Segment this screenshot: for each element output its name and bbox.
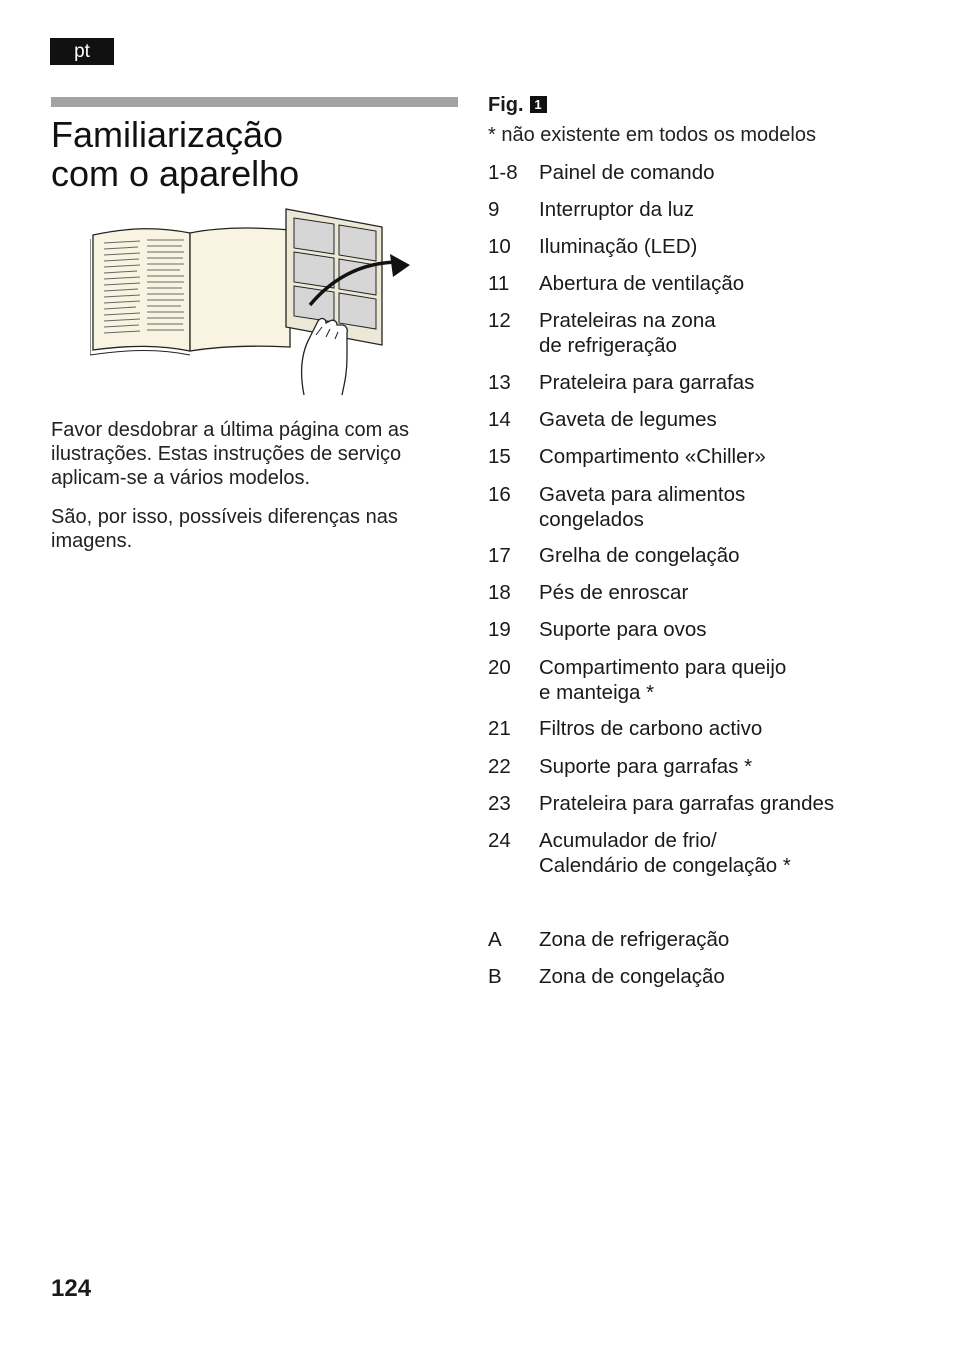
section-divider <box>51 97 458 107</box>
legend-item-label: Gaveta para alimentos congelados <box>539 483 746 531</box>
legend-item-number: 11 <box>488 272 510 295</box>
legend-item-label: Gaveta de legumes <box>539 408 717 431</box>
legend-item-number: 22 <box>488 755 511 778</box>
legend-item-number: 1-8 <box>488 161 518 184</box>
legend-item-label: Iluminação (LED) <box>539 235 698 258</box>
legend-item-label: Filtros de carbono activo <box>539 717 763 740</box>
legend-item-number: 18 <box>488 581 511 604</box>
legend-item-label: Suporte para garrafas * <box>539 755 753 778</box>
legend-item-number: 23 <box>488 792 511 815</box>
legend-item-label: Abertura de ventilação <box>539 272 745 295</box>
legend-item-number: 17 <box>488 544 511 567</box>
legend-item-label: Suporte para ovos <box>539 618 707 641</box>
legend-item-number: 12 <box>488 309 511 332</box>
legend-item-number: 24 <box>488 829 511 852</box>
legend-item-number: 16 <box>488 483 511 506</box>
legend-item-label: Pés de enroscar <box>539 581 689 604</box>
figure-reference <box>488 94 547 117</box>
legend-item-number: 19 <box>488 618 511 641</box>
legend-item-number: 21 <box>488 717 511 740</box>
legend-item-number: 10 <box>488 235 511 258</box>
legend-item-number: B <box>488 965 502 988</box>
legend-item-label: Interruptor da luz <box>539 198 694 221</box>
page-title <box>51 115 451 193</box>
legend-item-number: 15 <box>488 445 511 468</box>
intro-text <box>51 418 451 568</box>
language-tab: pt <box>50 38 114 65</box>
legend-item-label: Acumulador de frio/ Calendário de congelação * <box>539 829 791 877</box>
legend-item-number: 13 <box>488 371 511 394</box>
legend-item-label: Grelha de congelação <box>539 544 740 567</box>
legend-item-label: Zona de refrigeração <box>539 928 730 951</box>
page-title-line: Familiarização <box>51 114 284 155</box>
legend-item-label: Prateleira para garrafas <box>539 371 755 394</box>
figure-label: Fig. <box>488 94 524 116</box>
page-number: 124 <box>51 1275 92 1302</box>
legend-item-label: Painel de comando <box>539 161 715 184</box>
figure-number-badge: 1 <box>530 96 547 113</box>
legend-item-number: 14 <box>488 408 511 431</box>
figure-note: * não existente em todos os modelos <box>488 124 816 146</box>
legend-item-label: Zona de congelação <box>539 965 725 988</box>
page-title-line: com o aparelho <box>51 153 300 194</box>
legend-item-number: 9 <box>488 198 500 221</box>
legend-item-label: Prateleira para garrafas grandes <box>539 792 835 815</box>
legend-item-label: Prateleiras na zona de refrigeração <box>539 309 716 357</box>
intro-paragraph: São, por isso, possíveis diferenças nas imagens. <box>51 506 398 552</box>
legend-item-label: Compartimento «Chiller» <box>539 445 766 468</box>
legend-item-number: 20 <box>488 656 511 679</box>
manual-fold-out-illustration <box>90 205 420 400</box>
legend-item-number: A <box>488 928 502 951</box>
intro-paragraph: Favor desdobrar a última página com as ilustrações. Estas instruções de serviço aplicam-se a vários modelos. <box>51 419 409 489</box>
legend-item-label: Compartimento para queijo e manteiga * <box>539 656 787 704</box>
